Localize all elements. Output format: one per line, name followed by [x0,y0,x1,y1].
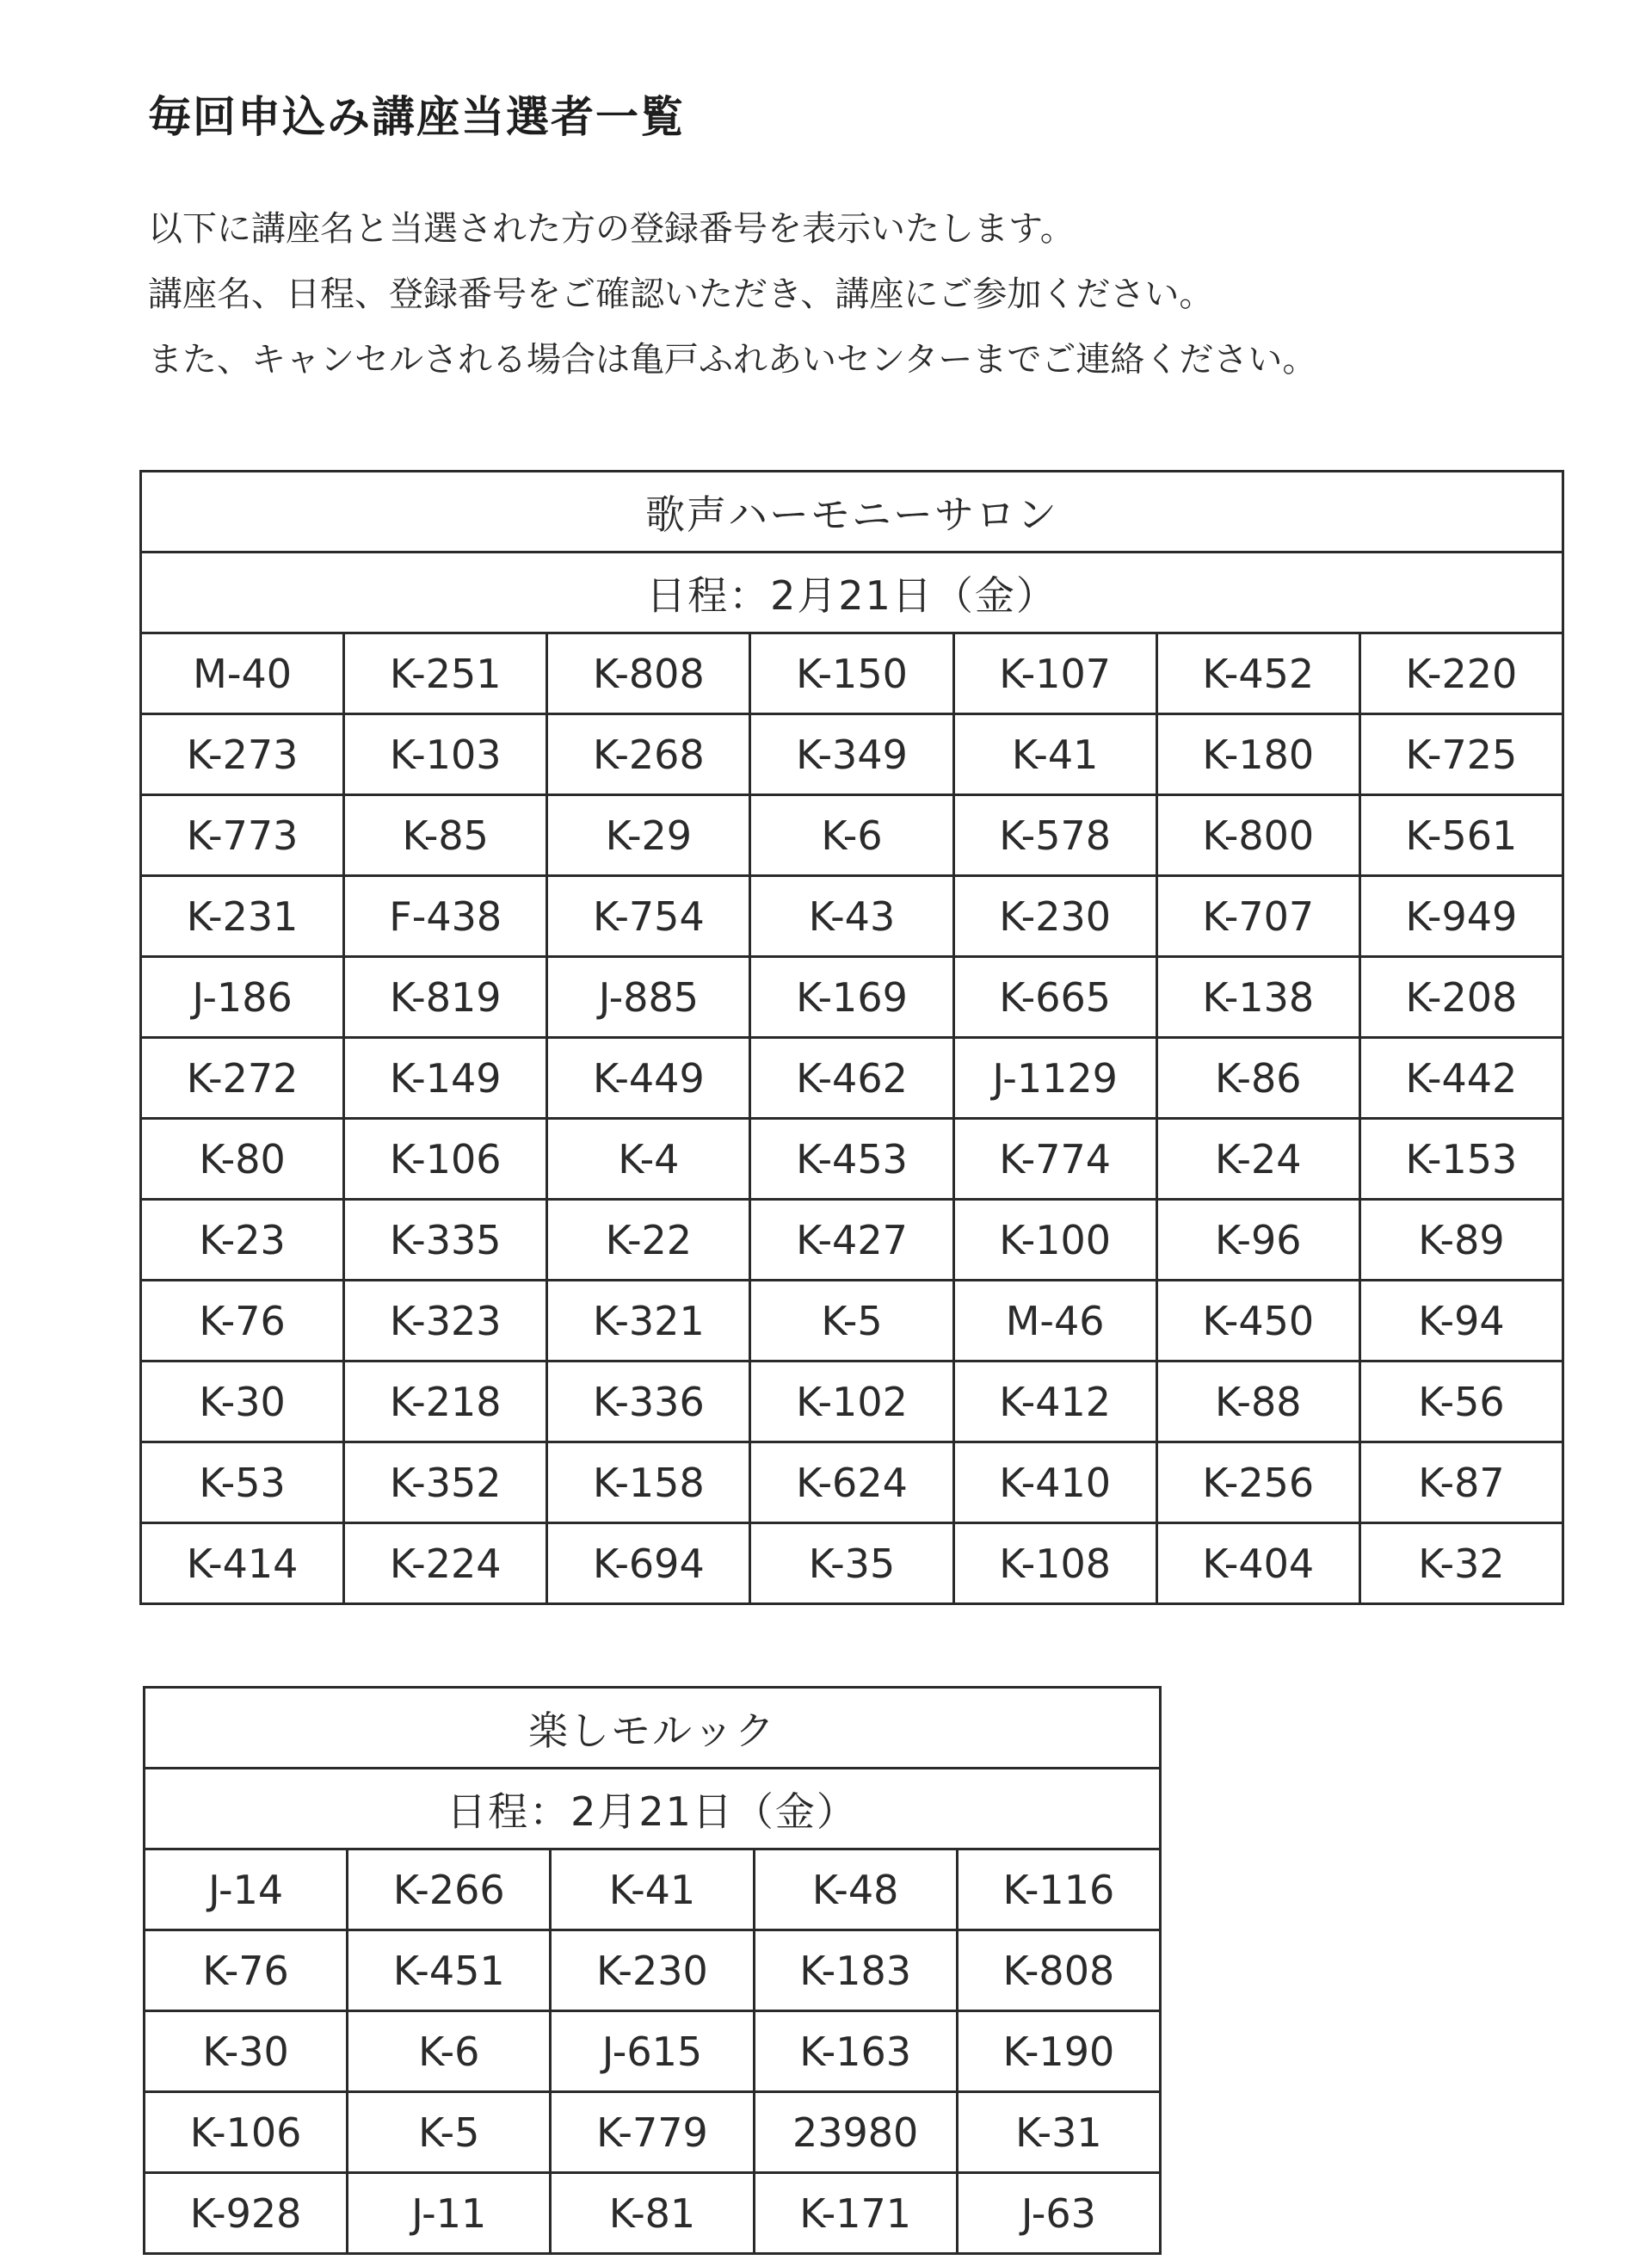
registration-number: K-779 [551,2092,754,2173]
registration-number: K-5 [750,1281,953,1362]
registration-number: K-169 [750,957,953,1038]
registration-number: K-352 [344,1442,547,1523]
registration-number: K-561 [1359,795,1563,876]
registration-number: K-41 [551,1849,754,1930]
registration-number: K-171 [754,2173,957,2254]
registration-number: K-35 [750,1523,953,1604]
registration-number: K-86 [1156,1038,1359,1119]
registration-number: K-412 [953,1362,1156,1442]
course-table-harmony-salon [139,470,1564,1605]
intro-text [148,196,1316,392]
registration-number: K-462 [750,1038,953,1119]
registration-number: K-190 [957,2011,1160,2092]
table-row [141,1442,1563,1523]
registration-number: K-774 [953,1119,1156,1200]
registration-number: K-218 [344,1362,547,1442]
course-schedule: 日程：2月21日（金） [145,1769,1161,1849]
registration-number: K-23 [141,1200,344,1281]
table-row [141,714,1563,795]
registration-number: K-150 [750,633,953,714]
registration-number: K-48 [754,1849,957,1930]
registration-number: K-180 [1156,714,1359,795]
registration-number: K-30 [141,1362,344,1442]
registration-number: K-272 [141,1038,344,1119]
registration-number: K-800 [1156,795,1359,876]
table-row [141,1362,1563,1442]
registration-number: K-230 [551,1930,754,2011]
registration-number: K-138 [1156,957,1359,1038]
registration-number: K-449 [547,1038,750,1119]
registration-number: K-100 [953,1200,1156,1281]
registration-number: K-41 [953,714,1156,795]
table-row [141,957,1563,1038]
registration-number: K-108 [953,1523,1156,1604]
registration-number: K-273 [141,714,344,795]
registration-number: M-40 [141,633,344,714]
registration-number: K-335 [344,1200,547,1281]
registration-number: K-231 [141,876,344,957]
registration-number: K-321 [547,1281,750,1362]
registration-number: J-11 [348,2173,551,2254]
table-row [145,2011,1161,2092]
registration-number: J-1129 [953,1038,1156,1119]
registration-number: K-149 [344,1038,547,1119]
registration-number: J-63 [957,2173,1160,2254]
registration-number: K-102 [750,1362,953,1442]
registration-number: K-268 [547,714,750,795]
registration-number: K-183 [754,1930,957,2011]
table-row [141,1200,1563,1281]
course-name: 楽しモルック [145,1688,1161,1769]
registration-number: K-808 [547,633,750,714]
registration-number: K-251 [344,633,547,714]
registration-number: K-442 [1359,1038,1563,1119]
registration-number: K-6 [750,795,953,876]
page-title: 毎回申込み講座当選者一覧 [148,92,685,142]
table-row [141,876,1563,957]
registration-number: K-80 [141,1119,344,1200]
table-row [141,1523,1563,1604]
registration-number: K-323 [344,1281,547,1362]
table-row [145,2173,1161,2254]
registration-number: K-116 [957,1849,1160,1930]
registration-number: K-773 [141,795,344,876]
registration-number: K-819 [344,957,547,1038]
registration-number: K-427 [750,1200,953,1281]
table-row [145,1849,1161,1930]
registration-number: K-808 [957,1930,1160,2011]
registration-number: K-76 [141,1281,344,1362]
registration-number: K-96 [1156,1200,1359,1281]
registration-number: K-256 [1156,1442,1359,1523]
table-row [141,795,1563,876]
intro-line: 講座名、日程、登録番号をご確認いただき、講座にご参加ください。 [148,275,1214,314]
course-name-row [141,472,1563,553]
registration-number: K-81 [551,2173,754,2254]
course-name-row [145,1688,1161,1769]
table-row [141,1038,1563,1119]
registration-number: K-22 [547,1200,750,1281]
registration-number: K-452 [1156,633,1359,714]
registration-number: K-153 [1359,1119,1563,1200]
registration-number: K-106 [145,2092,348,2173]
registration-number: K-624 [750,1442,953,1523]
registration-number: K-725 [1359,714,1563,795]
registration-number: 23980 [754,2092,957,2173]
registration-number: K-107 [953,633,1156,714]
course-schedule-row [141,553,1563,633]
registration-number: K-29 [547,795,750,876]
registration-number: K-450 [1156,1281,1359,1362]
registration-number: K-85 [344,795,547,876]
course-name: 歌声ハーモニーサロン [141,472,1563,553]
registration-number: K-224 [344,1523,547,1604]
registration-number: J-615 [551,2011,754,2092]
registration-number: K-88 [1156,1362,1359,1442]
registration-number: K-5 [348,2092,551,2173]
registration-number: K-103 [344,714,547,795]
registration-number: K-453 [750,1119,953,1200]
registration-number: K-32 [1359,1523,1563,1604]
registration-number: K-694 [547,1523,750,1604]
registration-number: K-266 [348,1849,551,1930]
registration-number: K-4 [547,1119,750,1200]
table-row [141,1119,1563,1200]
registration-number: K-43 [750,876,953,957]
registration-number: J-14 [145,1849,348,1930]
course-schedule-row [145,1769,1161,1849]
registration-number: K-220 [1359,633,1563,714]
registration-number: K-6 [348,2011,551,2092]
registration-number: K-24 [1156,1119,1359,1200]
table-row [141,1281,1563,1362]
registration-number: K-707 [1156,876,1359,957]
registration-number: K-30 [145,2011,348,2092]
registration-number: K-578 [953,795,1156,876]
registration-number: K-665 [953,957,1156,1038]
registration-number: K-106 [344,1119,547,1200]
registration-number: K-410 [953,1442,1156,1523]
table-row [145,2092,1161,2173]
registration-number: K-163 [754,2011,957,2092]
intro-line: 以下に講座名と当選された方の登録番号を表示いたします。 [148,209,1075,249]
table-row [145,1930,1161,2011]
registration-number: M-46 [953,1281,1156,1362]
registration-number: K-89 [1359,1200,1563,1281]
registration-number: K-31 [957,2092,1160,2173]
intro-line: また、キャンセルされる場合は亀戸ふれあいセンターまでご連絡ください。 [148,340,1317,380]
registration-number: K-87 [1359,1442,1563,1523]
registration-number: K-53 [141,1442,344,1523]
registration-number: K-56 [1359,1362,1563,1442]
registration-number: K-94 [1359,1281,1563,1362]
registration-number: K-230 [953,876,1156,957]
registration-number: K-928 [145,2173,348,2254]
registration-number: K-754 [547,876,750,957]
registration-number: K-414 [141,1523,344,1604]
registration-number: K-76 [145,1930,348,2011]
registration-number: K-158 [547,1442,750,1523]
registration-number: K-451 [348,1930,551,2011]
registration-number: J-186 [141,957,344,1038]
registration-number: K-349 [750,714,953,795]
registration-number: K-208 [1359,957,1563,1038]
registration-number: K-336 [547,1362,750,1442]
registration-number: K-404 [1156,1523,1359,1604]
course-table-molkky [143,1686,1162,2255]
registration-number: K-949 [1359,876,1563,957]
registration-number: J-885 [547,957,750,1038]
registration-number: F-438 [344,876,547,957]
course-schedule: 日程：2月21日（金） [141,553,1563,633]
table-row [141,633,1563,714]
